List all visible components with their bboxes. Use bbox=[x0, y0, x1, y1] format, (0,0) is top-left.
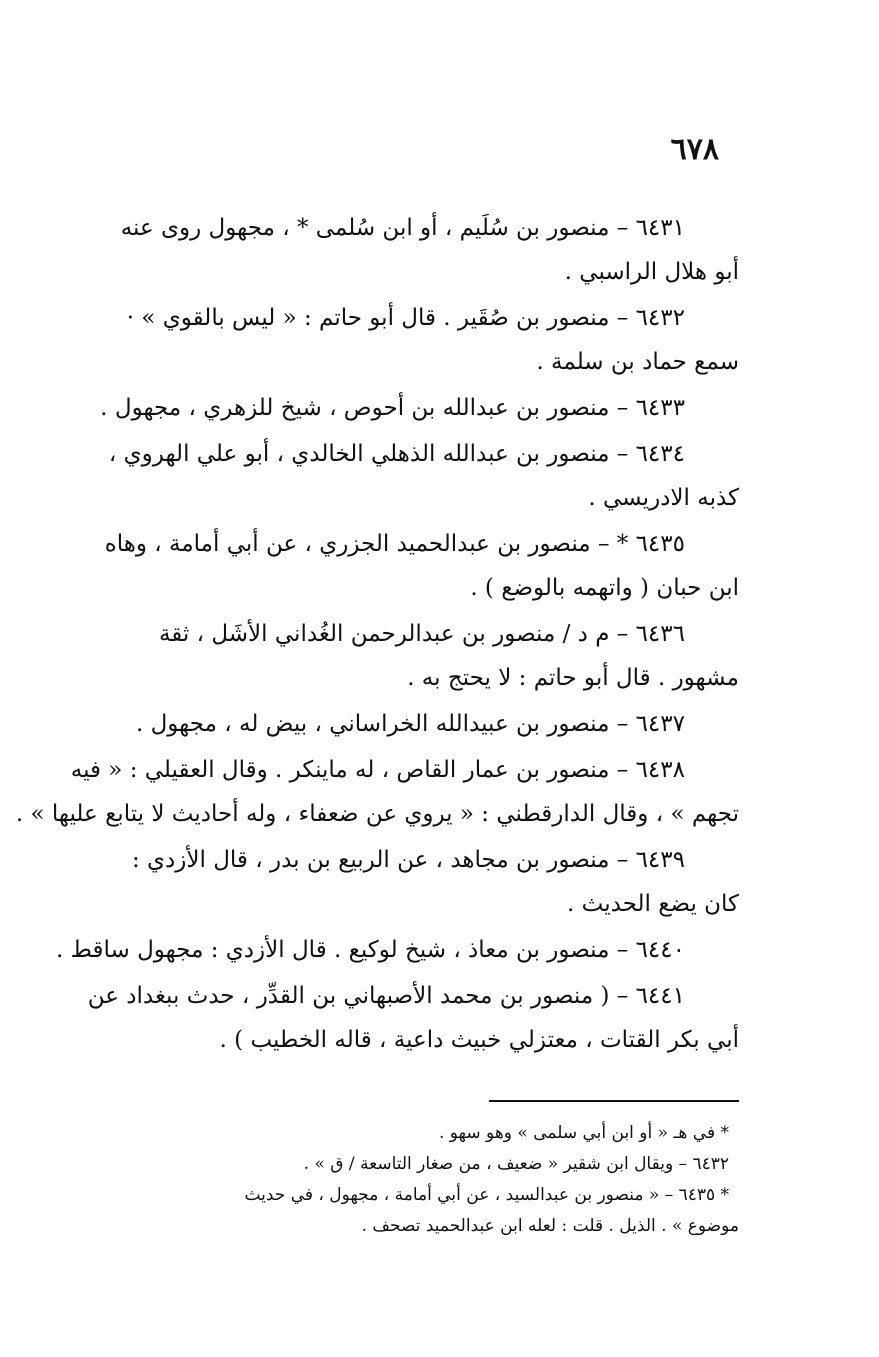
entry-line: كان يضع الحديث . bbox=[567, 891, 739, 917]
footnote-line: موضوع » . الذيل . قلت : لعله ابن عبدالحميد تصحف . bbox=[361, 1216, 739, 1236]
entry-line: ٦٤٤١ – ( منصور بن محمد الأصبهاني بن القدِّر ، حدث ببغداد عن bbox=[87, 983, 685, 1009]
entry-6441 bbox=[89, 974, 739, 1062]
footnote bbox=[89, 1118, 739, 1149]
entry-line: سمع حماد بن سلمة . bbox=[536, 349, 739, 375]
entry-line: ٦٤٣٨ – منصور بن عمار القاص ، له ماينكر . وقال العقيلي : « فيه bbox=[70, 757, 685, 783]
entries-list bbox=[15, 206, 739, 1064]
entry-6435 bbox=[89, 522, 739, 610]
entry-6437 bbox=[89, 702, 739, 746]
entry-6440 bbox=[56, 928, 739, 972]
entry-6438 bbox=[15, 748, 739, 836]
entry-line: ٦٤٤٠ – منصور بن معاذ ، شيخ لوكيع . قال الأزدي : مجهول ساقط . bbox=[56, 937, 685, 963]
entry-6434 bbox=[89, 432, 739, 520]
footnote-divider bbox=[489, 1100, 739, 1102]
entry-6432 bbox=[89, 296, 739, 384]
footnotes bbox=[89, 1118, 739, 1242]
footnote bbox=[89, 1180, 739, 1242]
entry-line: مشهور . قال أبو حاتم : لا يحتج به . bbox=[407, 665, 739, 691]
entry-line: ابن حبان ( واتهمه بالوضع ) . bbox=[470, 575, 739, 601]
entry-line: ٦٤٣٧ – منصور بن عبيدالله الخراساني ، بيض له ، مجهول . bbox=[135, 711, 685, 737]
footnote-line: ٦٤٣٢ – ويقال ابن شقير « ضعيف ، من صغار التاسعة / ق » . bbox=[303, 1154, 729, 1174]
entry-6433 bbox=[89, 386, 739, 430]
entry-line: أبي بكر القتات ، معتزلي خبيث داعية ، قاله الخطيب ) . bbox=[219, 1027, 739, 1053]
entry-line: ٦٤٣٢ – منصور بن صُقَير . قال أبو حاتم : « ليس بالقوي » · bbox=[126, 305, 685, 331]
entry-6431 bbox=[89, 206, 739, 294]
entry-line: تجهم » ، وقال الدارقطني : « يروي عن ضعفاء ، وله أحاديث لا يتابع عليها » . bbox=[15, 801, 739, 827]
entry-line: كذبه الادريسي . bbox=[588, 485, 739, 511]
footnote-line: * ٦٤٣٥ – « منصور بن عبدالسيد ، عن أبي أمامة ، مجهول ، في حديث bbox=[244, 1185, 729, 1205]
footnote bbox=[89, 1149, 739, 1180]
entry-line: ٦٤٣٥ * – منصور بن عبدالحميد الجزري ، عن أبي أمامة ، وهاه bbox=[104, 531, 685, 557]
entry-line: أبو هلال الراسبي . bbox=[564, 259, 739, 285]
entry-line: ٦٤٣٤ – منصور بن عبدالله الذهلي الخالدي ، أبو علي الهروي ، bbox=[108, 441, 685, 467]
entry-line: ٦٤٣٦ – م د / منصور بن عبدالرحمن الغُداني الأشَل ، ثقة bbox=[158, 621, 685, 647]
entry-line: ٦٤٣٩ – منصور بن مجاهد ، عن الربيع بن بدر ، قال الأزدي : bbox=[131, 847, 685, 873]
page-number: ٦٧٨ bbox=[670, 132, 719, 167]
footnote-line: * في هـ « أو ابن أبي سلمى » وهو سهو . bbox=[438, 1123, 729, 1143]
entry-6439 bbox=[89, 838, 739, 926]
entry-line: ٦٤٣٣ – منصور بن عبدالله بن أحوص ، شيخ للزهري ، مجهول . bbox=[100, 395, 685, 421]
entry-6436 bbox=[89, 612, 739, 700]
entry-line: ٦٤٣١ – منصور بن سُلَيم ، أو ابن سُلمى * ، مجهول روى عنه bbox=[120, 215, 685, 241]
